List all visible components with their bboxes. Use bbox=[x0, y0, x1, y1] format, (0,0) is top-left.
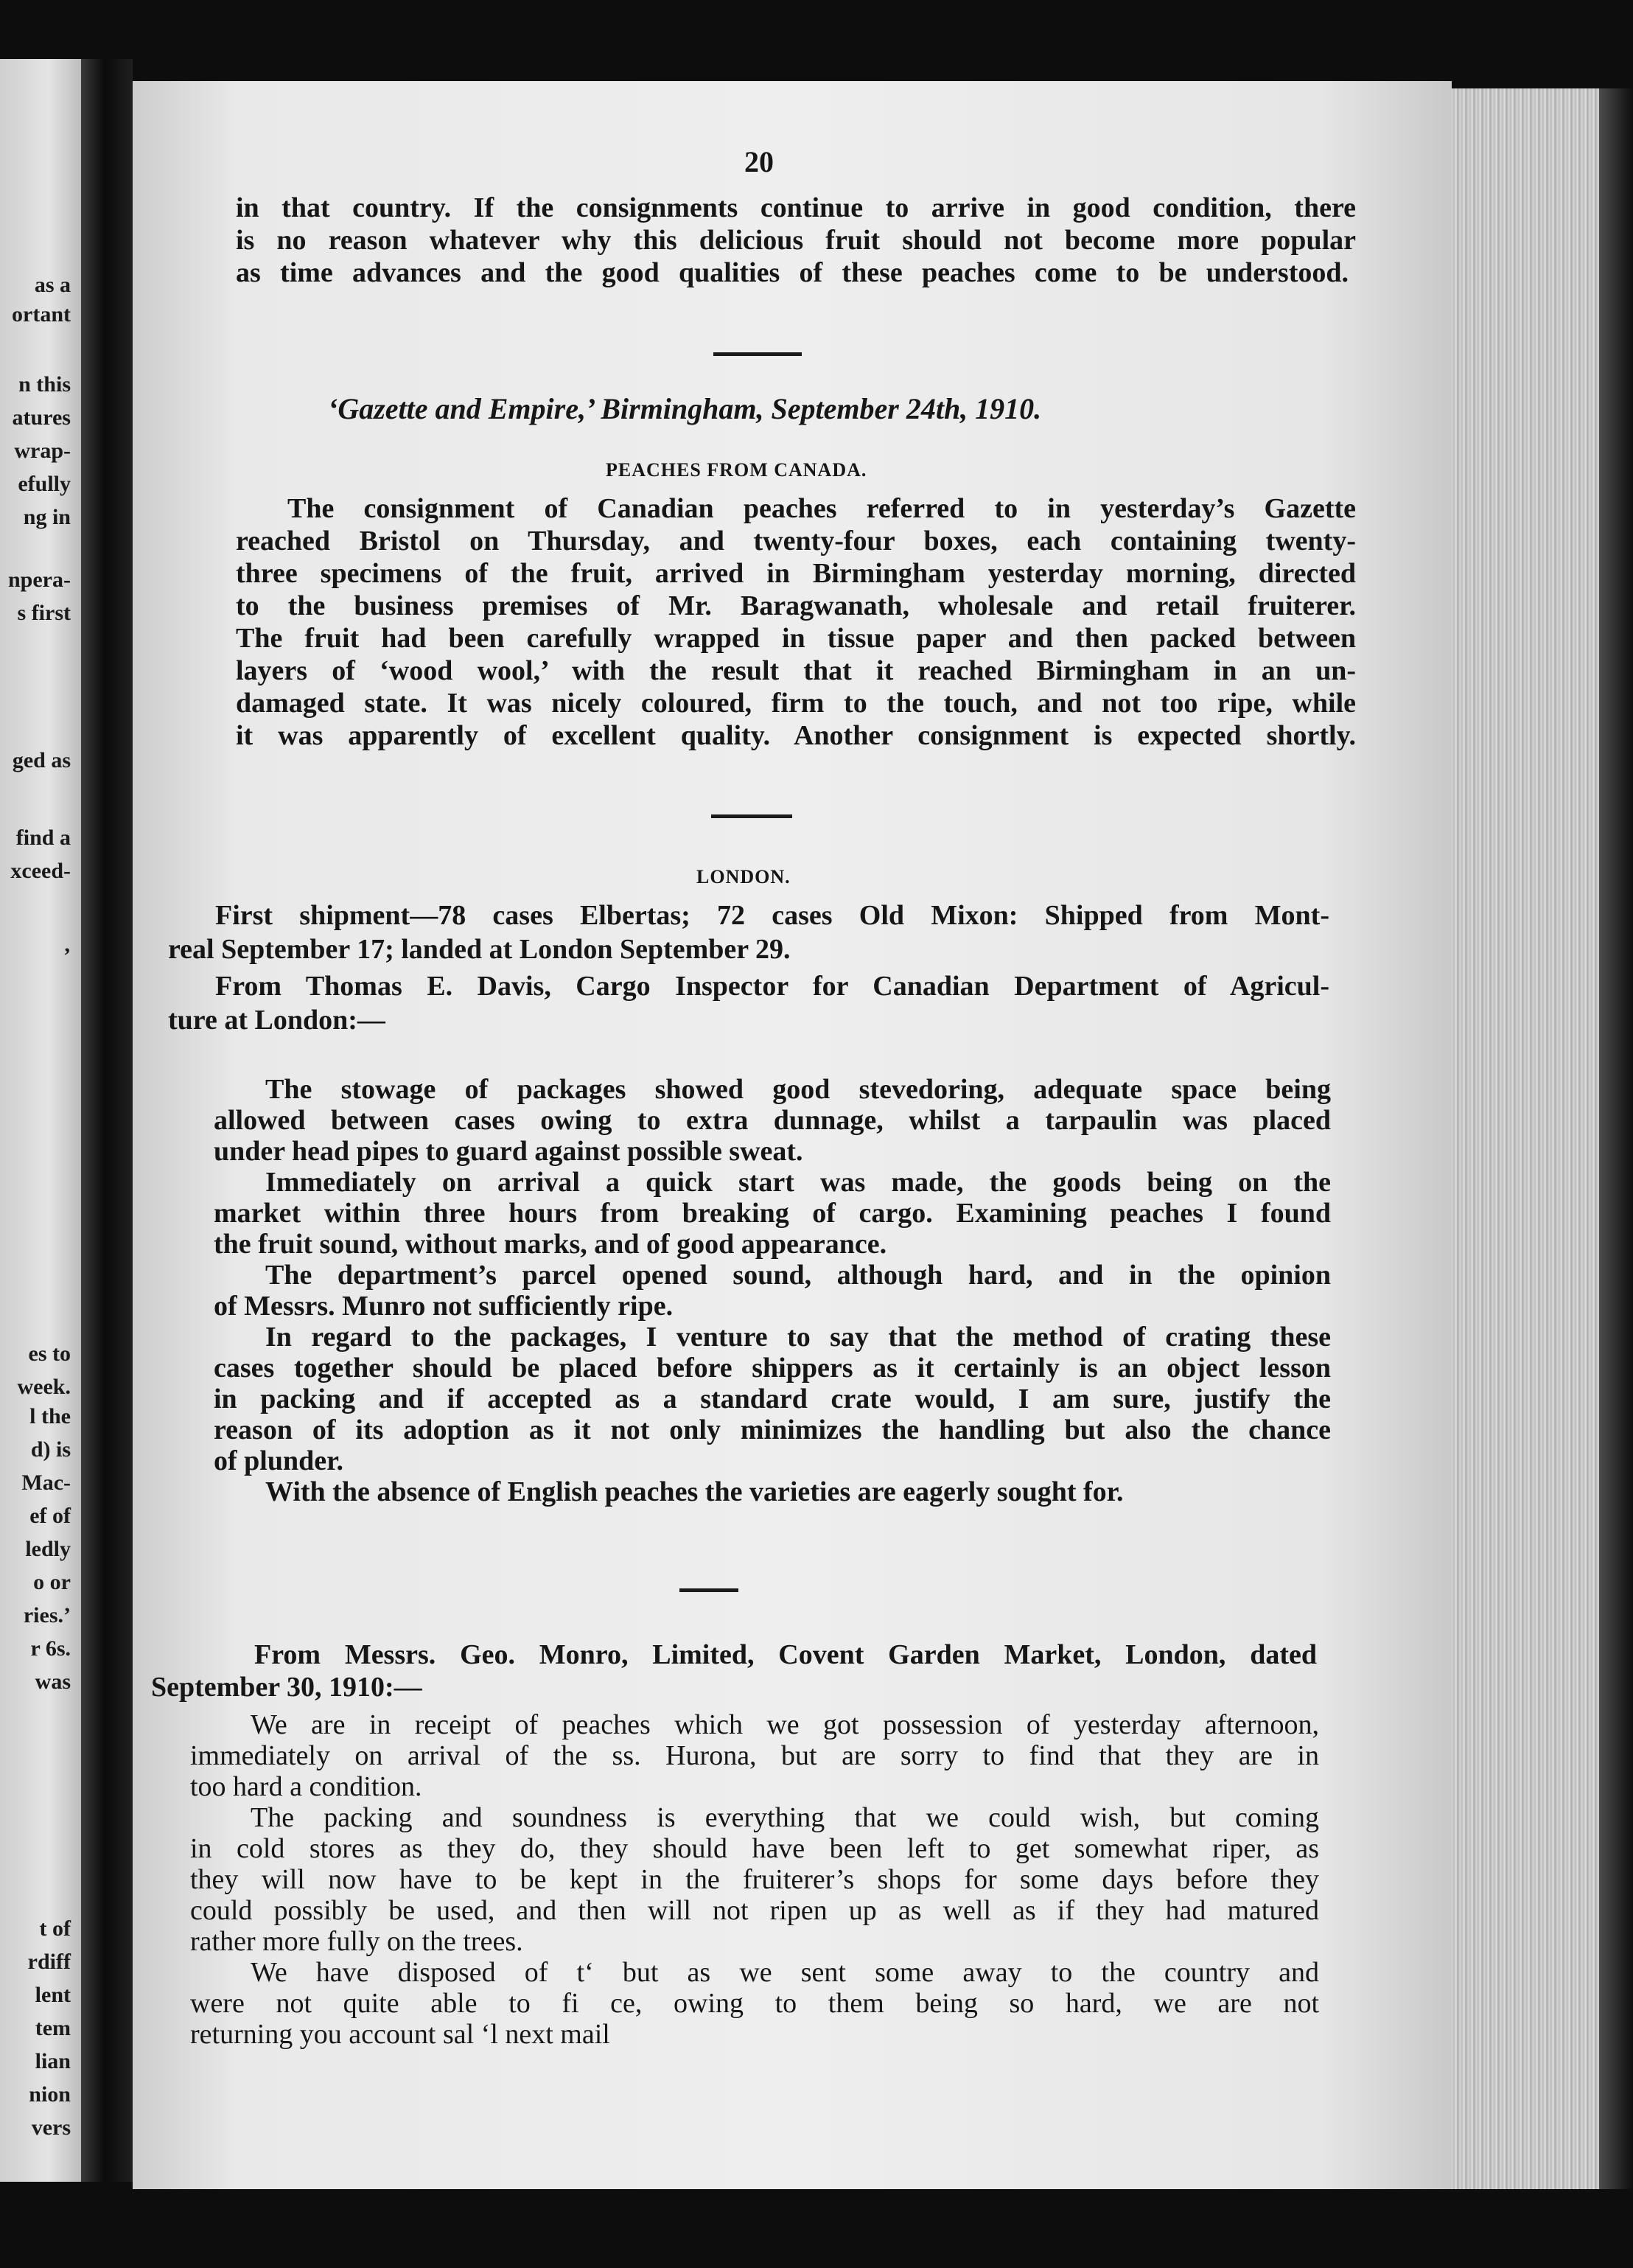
left-page-fragment: npera- bbox=[8, 568, 71, 592]
left-page-fragment: t of bbox=[39, 1916, 71, 1941]
left-page-fragment: week. bbox=[17, 1375, 71, 1399]
text-line: With the absence of English peaches the varieties are eagerly sought for. bbox=[265, 1476, 1124, 1507]
section-divider bbox=[711, 814, 792, 818]
text-line: allowed between cases owing to extra dunnage, whilst a tarpaulin was placed bbox=[214, 1105, 1331, 1136]
text-line: In regard to the packages, I venture to say that the method of crating these bbox=[265, 1322, 1331, 1353]
left-page-fragment: l the bbox=[29, 1404, 71, 1428]
left-page-fragment: ged as bbox=[12, 748, 71, 772]
left-page-fragment: rdiff bbox=[27, 1950, 71, 1974]
left-page-fragment: lian bbox=[35, 2049, 71, 2073]
left-page-fragment: ’ bbox=[63, 943, 71, 968]
text-line: real September 17; landed at London September 29. bbox=[168, 934, 791, 965]
left-page-fragment: tem bbox=[35, 2016, 71, 2040]
text-line: rather more fully on the trees. bbox=[190, 1926, 523, 1957]
text-line: reached Bristol on Thursday, and twenty-four boxes, each containing twenty- bbox=[236, 526, 1356, 556]
left-page-fragment: ng in bbox=[23, 505, 71, 529]
text-line: they will now have to be kept in the fruiterer’s shops for some days before they bbox=[190, 1864, 1319, 1895]
text-line: From Messrs. Geo. Monro, Limited, Covent Garden Market, London, dated bbox=[254, 1639, 1317, 1670]
text-line: as time advances and the good qualities of these peaches come to be understood. bbox=[236, 257, 1349, 288]
page-stack-edge bbox=[1452, 88, 1599, 2189]
text-line: reason of its adoption as it not only minimizes the handling but also the chance bbox=[214, 1414, 1331, 1445]
text-line: We have disposed of t‘ but as we sent some away to the country and bbox=[251, 1957, 1319, 1988]
left-page-fragment: o or bbox=[33, 1570, 71, 1594]
text-line: The packing and soundness is everything that we could wish, but coming bbox=[251, 1802, 1319, 1833]
left-page-fragment: s first bbox=[17, 601, 71, 625]
text-line: the fruit sound, without marks, and of good appearance. bbox=[214, 1229, 887, 1260]
text-line: too hard a condition. bbox=[190, 1771, 422, 1802]
section-divider bbox=[713, 352, 802, 356]
text-line: under head pipes to guard against possible sweat. bbox=[214, 1136, 803, 1167]
left-facing-page bbox=[0, 59, 81, 2182]
text-line: September 30, 1910:— bbox=[151, 1672, 422, 1703]
text-line: to the business premises of Mr. Baragwanath, wholesale and retail fruiterer. bbox=[236, 590, 1356, 621]
left-page-fragment: d) is bbox=[30, 1437, 71, 1462]
left-page-fragment: wrap- bbox=[14, 439, 71, 463]
left-page-fragment: ledly bbox=[25, 1537, 71, 1561]
text-line: damaged state. It was nicely coloured, firm to the touch, and not too ripe, while bbox=[236, 688, 1356, 719]
left-page-fragment: efully bbox=[18, 472, 71, 496]
text-line: of plunder. bbox=[214, 1445, 343, 1476]
left-page-fragment: find a bbox=[15, 826, 71, 850]
text-line: were not quite able to fi ce, owing to them being so hard, we are not bbox=[190, 1988, 1319, 2019]
text-line: Immediately on arrival a quick start was made, the goods being on the bbox=[265, 1167, 1331, 1198]
text-line: in packing and if accepted as a standard crate would, I am sure, justify the bbox=[214, 1384, 1331, 1414]
left-page-fragment: ortant bbox=[12, 302, 71, 327]
text-line: The consignment of Canadian peaches referred to in yesterday’s Gazette bbox=[287, 493, 1356, 524]
text-line: ture at London:— bbox=[168, 1005, 385, 1036]
page-edge-shadow bbox=[1599, 88, 1633, 2189]
left-page-fragment: r 6s. bbox=[30, 1636, 71, 1661]
section-heading: PEACHES FROM CANADA. bbox=[606, 459, 867, 481]
text-line: returning you account sal ‘l next mail bbox=[190, 2019, 610, 2050]
page-number: 20 bbox=[744, 145, 774, 178]
left-page-fragment: xceed- bbox=[10, 859, 71, 883]
left-page-fragment: nion bbox=[29, 2082, 71, 2107]
text-line: of Messrs. Munro not sufficiently ripe. bbox=[214, 1291, 674, 1322]
text-line: market within three hours from breaking of cargo. Examining peaches I found bbox=[214, 1198, 1331, 1229]
text-line: We are in receipt of peaches which we got possession of yesterday afternoon, bbox=[251, 1709, 1319, 1740]
left-page-fragment: Mac- bbox=[21, 1470, 71, 1495]
text-line: From Thomas E. Davis, Cargo Inspector for Canadian Department of Agricul- bbox=[215, 971, 1329, 1002]
section-divider bbox=[679, 1588, 738, 1592]
text-line: it was apparently of excellent quality. Another consignment is expected shortly. bbox=[236, 720, 1356, 751]
section-heading: LONDON. bbox=[696, 866, 791, 887]
source-citation: ‘Gazette and Empire,’ Birmingham, September 24th, 1910. bbox=[328, 392, 1042, 425]
text-line: The department’s parcel opened sound, although hard, and in the opinion bbox=[265, 1260, 1331, 1291]
left-page-fragment: n this bbox=[18, 372, 71, 397]
left-page-fragment: atures bbox=[12, 405, 71, 430]
left-page-fragment: ries.’ bbox=[23, 1603, 71, 1627]
left-page-fragment: was bbox=[35, 1669, 71, 1694]
book-gutter bbox=[81, 59, 133, 2182]
text-line: The stowage of packages showed good stevedoring, adequate space being bbox=[265, 1074, 1331, 1105]
text-line: The fruit had been carefully wrapped in tissue paper and then packed between bbox=[236, 623, 1356, 654]
text-line: layers of ‘wood wool,’ with the result that it reached Birmingham in an un- bbox=[236, 655, 1356, 686]
left-page-fragment: vers bbox=[31, 2115, 71, 2140]
text-line: three specimens of the fruit, arrived in Birmingham yesterday morning, directed bbox=[236, 558, 1356, 589]
text-line: could possibly be used, and then will not ripen up as well as if they had matured bbox=[190, 1895, 1319, 1926]
text-line: immediately on arrival of the ss. Hurona, but are sorry to find that they are in bbox=[190, 1740, 1319, 1771]
text-line: in that country. If the consignments continue to arrive in good condition, there bbox=[236, 192, 1356, 223]
left-page-fragment: as a bbox=[34, 273, 71, 297]
text-line: in cold stores as they do, they should have been left to get somewhat riper, as bbox=[190, 1833, 1319, 1864]
text-line: First shipment—78 cases Elbertas; 72 cases Old Mixon: Shipped from Mont- bbox=[215, 900, 1329, 931]
left-page-fragment: lent bbox=[35, 1983, 71, 2007]
text-line: is no reason whatever why this delicious fruit should not become more popular bbox=[236, 225, 1356, 256]
text-line: cases together should be placed before shippers as it certainly is an object lesson bbox=[214, 1353, 1331, 1384]
left-page-fragment: es to bbox=[28, 1341, 71, 1366]
left-page-fragment: ef of bbox=[29, 1504, 71, 1528]
